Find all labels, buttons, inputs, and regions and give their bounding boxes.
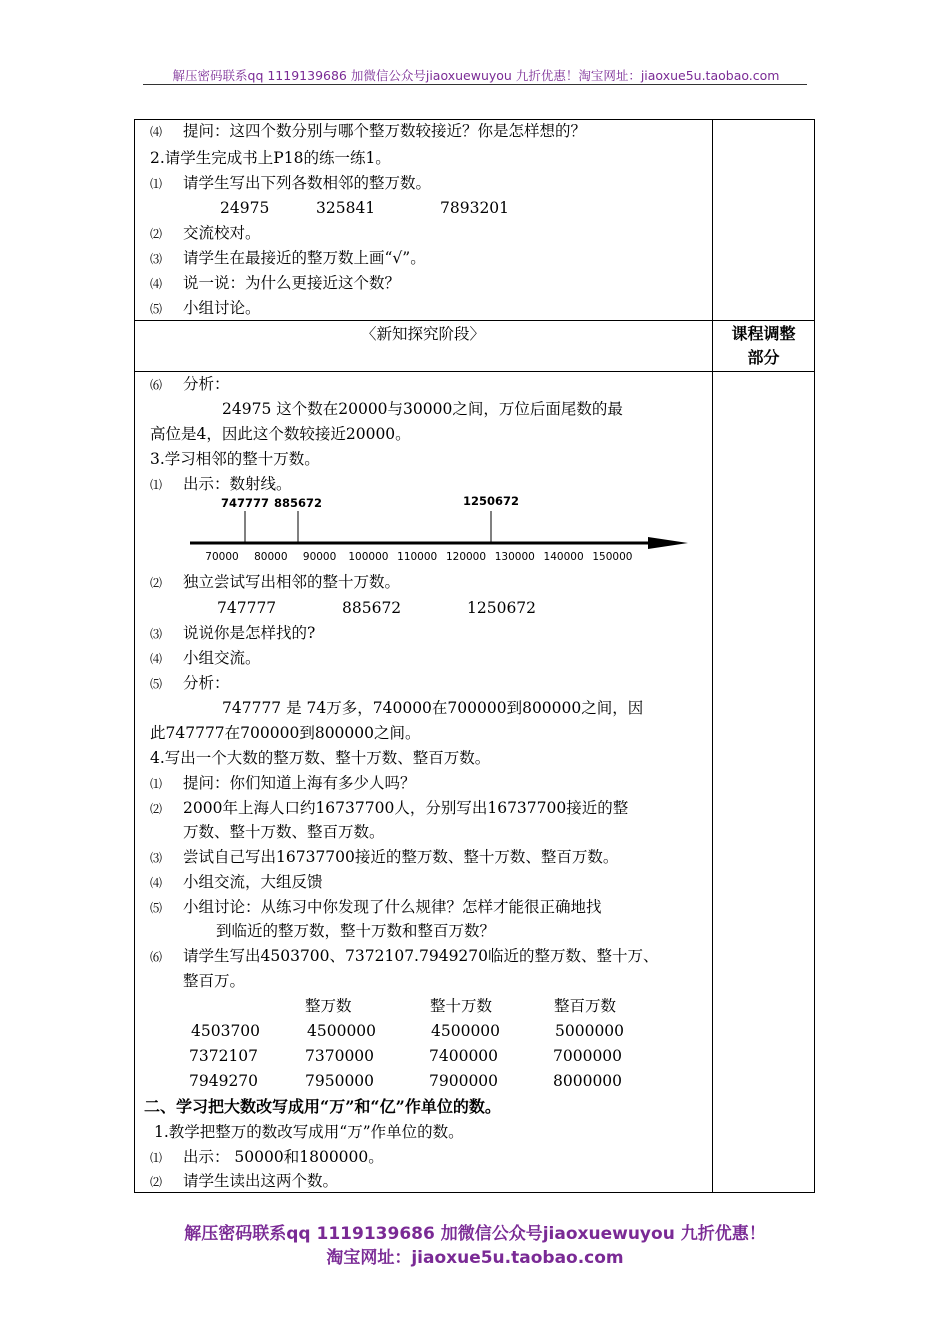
- number-line-tick-label: 70000: [205, 551, 239, 563]
- step-line: 3.学习相邻的整十万数。: [150, 450, 320, 468]
- step-line: ⑹ 请学生写出4503700、7372107.7949270临近的整万数、整十万、: [150, 947, 659, 965]
- side-title-line: 课程调整: [731, 324, 796, 343]
- number-item: 885672: [342, 599, 402, 617]
- step-line: ⑷ 小组交流，大组反馈: [150, 873, 323, 891]
- analysis-text: 24975 这个数在20000与30000之间，万位后面尾数的最: [222, 400, 623, 418]
- round-header: 整百万数: [554, 997, 617, 1015]
- number-line-tick-label: 90000: [302, 551, 337, 563]
- side-column-title: [712, 322, 815, 370]
- step-line: ⑴ 出示：数射线。: [150, 475, 292, 493]
- number-line-tick-label: 80000: [254, 551, 288, 563]
- step-line: 1.教学把整万的数改写成用“万”作单位的数。: [154, 1123, 464, 1141]
- number-line-marker-label: 1250672: [462, 494, 520, 508]
- round-cell: 4500000: [431, 1022, 501, 1040]
- number-line-group: [190, 494, 688, 563]
- watermark-header: 解压密码联系qq 1119139686 加微信公众号jiaoxuewuyou 九折优惠！淘宝网址：jiaoxue5u.taobao.com: [172, 68, 780, 83]
- step-line: ⑴ 提问：你们知道上海有多少人吗？: [150, 774, 416, 792]
- round-cell: 7900000: [429, 1072, 499, 1090]
- round-cell: 7370000: [305, 1047, 375, 1065]
- step-line: 4.写出一个大数的整万数、整十万数、整百万数。: [150, 749, 491, 767]
- round-cell: 7950000: [305, 1072, 375, 1090]
- step-line: ⑵ 独立尝试写出相邻的整十万数。: [150, 573, 401, 591]
- analysis-text: 高位是4，因此这个数较接近20000。: [150, 425, 411, 443]
- number-line-tick-label: 100000: [348, 551, 389, 563]
- number-line-arrow: [648, 537, 688, 549]
- step-line: ⑵ 交流校对。: [150, 224, 261, 242]
- step-line: ⑹ 分析：: [150, 375, 230, 393]
- step-line: ⑴ 出示： 50000和1800000。: [150, 1148, 384, 1166]
- side-title-line: 部分: [747, 348, 780, 367]
- round-cell: 7000000: [553, 1047, 623, 1065]
- step-line: ⑵ 2000年上海人口约16737700人，分别写出16737700接近的整: [150, 799, 629, 817]
- step-line: ⑵ 请学生读出这两个数。: [150, 1172, 339, 1190]
- round-cell: 4503700: [191, 1022, 261, 1040]
- number-item: 7893201: [440, 199, 510, 217]
- number-line-tick-label: 110000: [397, 551, 438, 563]
- step-line-cont: 整百万。: [183, 972, 246, 990]
- number-item: 747777: [217, 599, 277, 617]
- header-rule: [143, 84, 807, 85]
- step-line: ⑶ 尝试自己写出16737700接近的整万数、整十万数、整百万数。: [150, 848, 619, 866]
- round-cell: 8000000: [553, 1072, 623, 1090]
- round-cell: 7949270: [189, 1072, 259, 1090]
- step-line: ⑸ 小组讨论：从练习中你发现了什么规律？怎样才能很正确地找: [150, 898, 602, 916]
- step-line: ⑸ 小组讨论。: [150, 299, 261, 317]
- step-line-cont: 到临近的整万数，整十万数和整百万数？: [216, 922, 496, 940]
- question-line: ⑷ 提问：这四个数分别与哪个整万数较接近？你是怎样想的？: [150, 122, 587, 140]
- step-line: ⑴ 请学生写出下列各数相邻的整万数。: [150, 174, 432, 192]
- step-line: ⑸ 分析：: [150, 674, 230, 692]
- round-header: 整十万数: [430, 997, 493, 1015]
- number-line-tick-label: 120000: [445, 551, 487, 563]
- table-row-divider: [134, 371, 815, 372]
- round-cell: 4500000: [307, 1022, 377, 1040]
- step-line: ⑶ 说说你是怎样找的?: [150, 624, 316, 642]
- number-item: 1250672: [467, 599, 537, 617]
- round-cell: 7400000: [429, 1047, 499, 1065]
- number-line-marker-label: 747777: [220, 496, 270, 510]
- table-column-divider: [712, 119, 713, 1193]
- step-line: 2.请学生完成书上P18的练一练1。: [150, 149, 391, 167]
- round-cell: 7372107: [189, 1047, 259, 1065]
- watermark-footer: 淘宝网址：jiaoxue5u.taobao.com: [326, 1248, 624, 1268]
- number-line-tick-label: 140000: [543, 551, 584, 563]
- analysis-text: 747777 是 74万多，740000在700000到800000之间，因: [222, 699, 644, 717]
- round-header: 整万数: [305, 997, 352, 1015]
- part-heading: 二、学习把大数改写成用“万”和“亿”作单位的数。: [144, 1097, 501, 1116]
- number-line-tick-label: 150000: [592, 551, 633, 563]
- section-title: 〈新知探究阶段〉: [360, 325, 485, 343]
- analysis-text: 此747777在700000到800000之间。: [150, 724, 421, 742]
- watermark-footer: 解压密码联系qq 1119139686 加微信公众号jiaoxuewuyou 九折优惠！: [184, 1224, 766, 1244]
- step-line: ⑷ 说一说：为什么更接近这个数？: [150, 274, 401, 292]
- step-line: ⑷ 小组交流。: [150, 649, 261, 667]
- number-item: 24975: [220, 199, 270, 217]
- number-line-tick-label: 130000: [494, 551, 535, 563]
- step-line-cont: 万数、整十万数、整百万数。: [183, 823, 385, 841]
- round-cell: 5000000: [555, 1022, 625, 1040]
- number-line-marker-label: 885672: [273, 496, 323, 510]
- number-item: 325841: [316, 199, 376, 217]
- step-line: ⑶ 请学生在最接近的整万数上画“√”。: [150, 249, 426, 267]
- number-line-chart: [180, 490, 700, 570]
